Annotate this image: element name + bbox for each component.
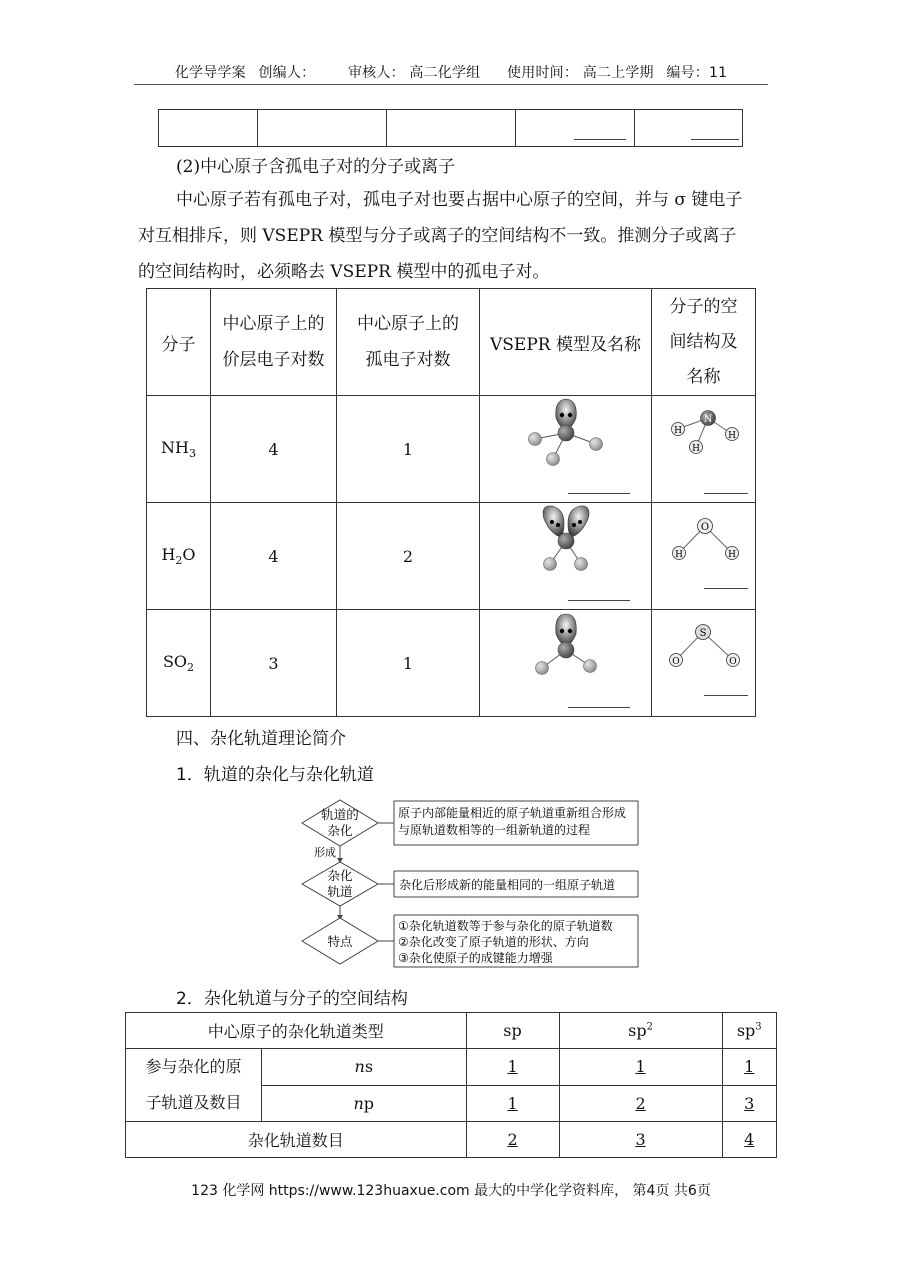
answer-blank xyxy=(704,588,748,589)
svg-text:O: O xyxy=(672,657,680,667)
hybridization-flowchart xyxy=(298,796,640,972)
svg-text:H: H xyxy=(728,550,736,560)
svg-text:轨道: 轨道 xyxy=(327,884,353,899)
so2-shape-model xyxy=(652,610,757,717)
answer-blank xyxy=(568,600,630,601)
section-title: (2)中心原子含孤电子对的分子或离子 xyxy=(176,157,456,177)
svg-text:N: N xyxy=(703,414,713,425)
section-title: 四、杂化轨道理论简介 xyxy=(176,729,346,749)
valence-pairs: 4 xyxy=(211,503,337,610)
paragraph-line: 对互相排斥，则 VSEPR 模型与分子或离子的空间结构不一致。推测分子或离子 xyxy=(138,226,737,246)
answer-blank xyxy=(704,493,748,494)
label-line: 参与杂化的原 xyxy=(145,1057,242,1076)
vsepr-model-cell xyxy=(480,503,652,610)
svg-text:③杂化使原子的成键能力增强: ③杂化使原子的成键能力增强 xyxy=(398,951,553,965)
svg-text:与原轨道数相等的一组新轨道的过程: 与原轨道数相等的一组新轨道的过程 xyxy=(398,823,591,837)
np-label: np xyxy=(262,1085,467,1122)
svg-text:轨道的: 轨道的 xyxy=(321,807,359,822)
header-line: 分子的空 xyxy=(669,296,738,317)
page-header xyxy=(0,62,902,82)
valence-pairs: 3 xyxy=(211,610,337,717)
col-header-lone-pairs xyxy=(337,289,480,396)
ns-value: 1 xyxy=(559,1049,722,1086)
shape-cell xyxy=(652,610,756,717)
svg-text:杂化: 杂化 xyxy=(327,823,353,838)
h2o-vsepr-model xyxy=(480,503,651,610)
continued-table xyxy=(158,109,743,147)
doc-number: 编号：11 xyxy=(666,65,728,81)
svg-text:H: H xyxy=(728,431,736,441)
svg-text:②杂化改变了原子轨道的形状、方向: ②杂化改变了原子轨道的形状、方向 xyxy=(398,935,589,949)
ns-value: 1 xyxy=(466,1049,559,1086)
header-rule xyxy=(134,84,768,85)
np-value: 1 xyxy=(466,1085,559,1122)
count-value: 3 xyxy=(559,1122,722,1158)
shape-cell xyxy=(652,503,756,610)
usage-time: 使用时间： 高二上学期 xyxy=(507,65,654,81)
svg-text:原子内部能量相近的原子轨道重新组合形成: 原子内部能量相近的原子轨道重新组合形成 xyxy=(398,806,627,820)
lone-pairs: 1 xyxy=(337,610,480,717)
label-line: 子轨道及数目 xyxy=(145,1093,242,1112)
answer-blank xyxy=(568,707,630,708)
h2o-shape-model xyxy=(652,503,757,610)
svg-text:杂化: 杂化 xyxy=(327,868,353,883)
molecule-formula: $H_2O$ xyxy=(147,503,211,610)
continued-cell xyxy=(258,110,387,147)
header-line: 名称 xyxy=(686,366,721,387)
col-header-valence-pairs xyxy=(211,289,337,396)
ns-label: ns xyxy=(262,1049,467,1086)
svg-text:H: H xyxy=(692,444,700,454)
orbital-count-label: 杂化轨道数目 xyxy=(126,1122,467,1158)
ns-value: 1 xyxy=(722,1049,776,1086)
type-sp3: $sp^3$ xyxy=(722,1013,776,1049)
answer-blank xyxy=(691,139,739,140)
nh3-shape-model xyxy=(652,396,757,503)
so2-vsepr-model xyxy=(480,610,651,717)
svg-text:O: O xyxy=(729,657,737,667)
col-header-molecule: 分子 xyxy=(147,289,211,396)
answer-blank xyxy=(568,493,630,494)
continued-cell xyxy=(387,110,516,147)
answer-blank xyxy=(574,139,626,140)
col-header-shape xyxy=(652,289,756,396)
header-line: 孤电子对数 xyxy=(365,350,451,370)
hybrid-type-header: 中心原子的杂化轨道类型 xyxy=(126,1013,467,1049)
valence-pairs: 4 xyxy=(211,396,337,503)
answer-blank xyxy=(704,695,748,696)
participating-orbitals-label xyxy=(126,1049,262,1122)
type-sp2: $sp^2$ xyxy=(559,1013,722,1049)
svg-text:特点: 特点 xyxy=(327,934,353,949)
molecule-formula: $SO_2$ xyxy=(147,610,211,717)
svg-text:O: O xyxy=(700,522,710,533)
col-header-vsepr-model: VSEPR 模型及名称 xyxy=(480,289,652,396)
header-line: 价层电子对数 xyxy=(222,350,325,370)
lone-pairs: 1 xyxy=(337,396,480,503)
header-line: 间结构及 xyxy=(669,331,738,352)
shape-cell xyxy=(652,396,756,503)
svg-text:H: H xyxy=(675,550,683,560)
lone-pairs: 2 xyxy=(337,503,480,610)
continued-cell xyxy=(635,110,743,147)
page-footer: 123 化学网 https://www.123huaxue.com 最大的中学化学资料库， 第4页 共6页 xyxy=(191,1183,711,1199)
svg-text:S: S xyxy=(699,628,707,639)
count-value: 4 xyxy=(722,1122,776,1158)
header-line: 中心原子上的 xyxy=(357,314,459,334)
np-value: 3 xyxy=(722,1085,776,1122)
svg-text:形成: 形成 xyxy=(314,846,336,859)
subsection-title: 2．杂化轨道与分子的空间结构 xyxy=(176,989,408,1009)
svg-text:①杂化轨道数等于参与杂化的原子轨道数: ①杂化轨道数等于参与杂化的原子轨道数 xyxy=(398,919,613,933)
np-value: 2 xyxy=(559,1085,722,1122)
vsepr-model-cell xyxy=(480,396,652,503)
type-sp: sp xyxy=(466,1013,559,1049)
svg-text:H: H xyxy=(674,426,682,436)
nh3-vsepr-model xyxy=(480,396,651,503)
reviewer: 审核人： 高二化学组 xyxy=(347,65,481,81)
header-line: 中心原子上的 xyxy=(222,314,325,334)
hybrid-orbital-table xyxy=(125,1012,777,1158)
continued-cell xyxy=(516,110,635,147)
svg-text:杂化后形成新的能量相同的一组原子轨道: 杂化后形成新的能量相同的一组原子轨道 xyxy=(399,878,616,892)
doc-type: 化学导学案 xyxy=(174,65,246,81)
paragraph-line: 中心原子若有孤电子对，孤电子对也要占据中心原子的空间，并与 σ 键电子 xyxy=(176,190,743,210)
count-value: 2 xyxy=(466,1122,559,1158)
subsection-title: 1．轨道的杂化与杂化轨道 xyxy=(176,765,374,785)
molecule-formula: $NH_3$ xyxy=(147,396,211,503)
continued-cell xyxy=(159,110,258,147)
lone-pair-lobe xyxy=(556,614,577,646)
paragraph-line: 的空间结构时，必须略去 VSEPR 模型中的孤电子对。 xyxy=(138,262,550,282)
creator-label: 创编人： xyxy=(258,65,316,81)
vsepr-table xyxy=(146,288,756,717)
vsepr-model-cell xyxy=(480,610,652,717)
